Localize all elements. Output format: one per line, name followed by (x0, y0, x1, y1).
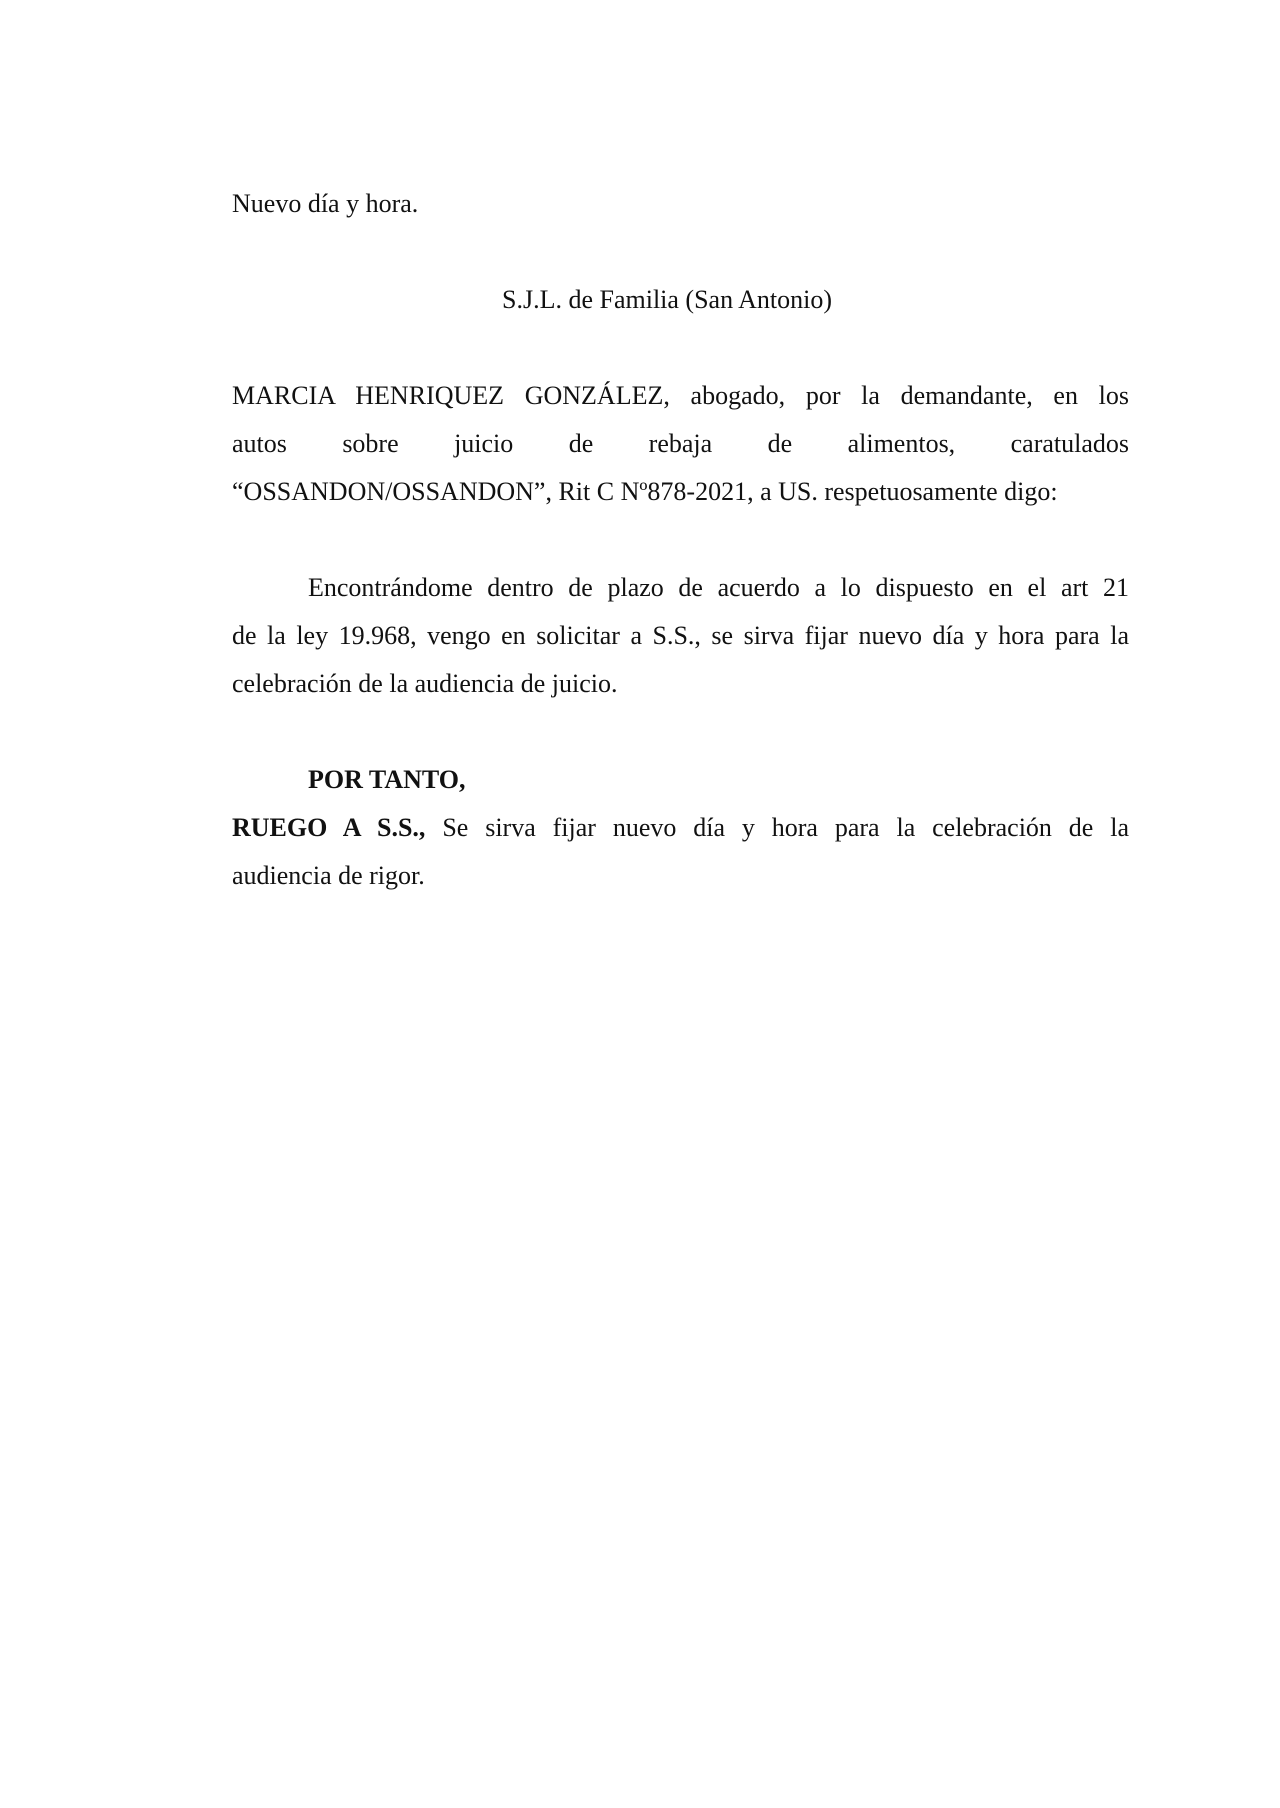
intro-line: MARCIA HENRIQUEZ GONZÁLEZ, abogado, por la demandante, en los (232, 381, 1129, 410)
intro-paragraph (232, 372, 1129, 516)
por-tanto-heading: POR TANTO, (308, 765, 466, 794)
intro-line: autos sobre juicio de rebaja de alimentos, caratulados (232, 429, 1129, 458)
ruego-text: Se sirva fijar nuevo día y hora para la celebración de la (425, 813, 1129, 842)
request-line: de la ley 19.968, vengo en solicitar a S.S., se sirva fijar nuevo día y hora para la (232, 621, 1129, 650)
petition-summary: Nuevo día y hora. (232, 189, 419, 218)
request-line: celebración de la audiencia de juicio. (232, 669, 618, 698)
ruego-line (232, 804, 1129, 852)
request-paragraph (232, 564, 1129, 708)
intro-line: “OSSANDON/OSSANDON”, Rit C Nº878-2021, a US. respetuosamente digo: (232, 477, 1058, 506)
request-line: Encontrándome dentro de plazo de acuerdo a lo dispuesto en el art 21 (308, 573, 1129, 602)
ruego-label: RUEGO A S.S., (232, 813, 426, 842)
ruego-line: audiencia de rigor. (232, 861, 425, 890)
ruego-paragraph (232, 804, 1129, 900)
court-addressee: S.J.L. de Familia (San Antonio) (502, 285, 833, 314)
